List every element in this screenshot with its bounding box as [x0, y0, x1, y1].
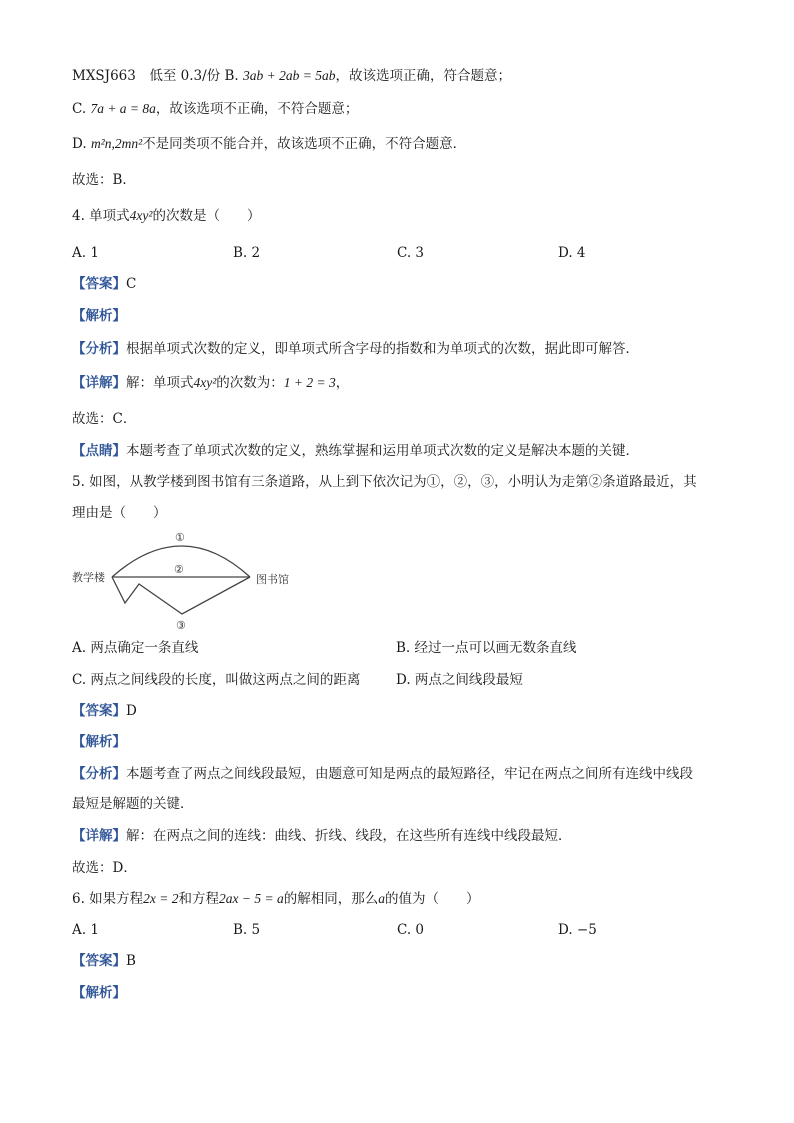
solution-line-b: MXSJ663 低至 0.3/份 B. 3ab + 2ab = 5ab，故该选项正确，符合题意； [72, 68, 511, 84]
q4-option-a: A. 1 [72, 245, 99, 261]
q6-stem: 6. 如果方程2x = 2和方程2ax − 5 = a的解相同，那么a的值为（ ） [72, 891, 480, 907]
q5-option-a: A. 两点确定一条直线 [72, 640, 199, 656]
q4-choose: 故选：C． [72, 411, 137, 427]
q4-answer: 【答案】C [72, 276, 137, 292]
label-tushuguan: 图书馆 [256, 573, 289, 586]
q4-fenxi: 【分析】根据单项式次数的定义，即单项式所含字母的指数和为单项式的次数，据此即可解答． [72, 341, 639, 357]
q5-analysis-heading: 【解析】 [72, 734, 126, 750]
q4-option-b: B. 2 [233, 245, 261, 261]
q6-option-d: D. −5 [558, 922, 597, 938]
q4-option-c: C. 3 [397, 245, 425, 261]
q5-option-b: B. 经过一点可以画无数条直线 [396, 640, 577, 656]
q4-dianjing: 【点睛】本题考查了单项式次数的定义，熟练掌握和运用单项式次数的定义是解决本题的关键． [72, 443, 639, 459]
q5-stem-line2: 理由是（ ） [72, 505, 167, 521]
mark-3: ③ [176, 619, 186, 632]
q5-option-d: D. 两点之间线段最短 [396, 672, 523, 688]
q4-stem: 4. 单项式4xy²的次数是（ ） [72, 208, 261, 224]
q6-analysis-heading: 【解析】 [72, 985, 126, 1001]
q6-answer: 【答案】B [72, 953, 136, 969]
q5-stem-line1: 5. 如图，从教学楼到图书馆有三条道路，从上到下依次记为①，②，③，小明认为走第②条道路最近，其 [72, 474, 697, 490]
q5-answer: 【答案】D [72, 703, 137, 719]
q5-road-figure [72, 525, 312, 635]
choose-b: 故选：B． [72, 172, 136, 188]
q6-option-c: C. 0 [397, 922, 425, 938]
q5-fenxi-line2: 最短是解题的关键． [72, 796, 194, 812]
solution-line-c: C. 7a + a = 8a，故该选项不正确，不符合题意； [72, 101, 359, 117]
label-jiaoxuelou: 教学楼 [72, 571, 105, 584]
q5-fenxi-line1: 【分析】本题考查了两点之间线段最短，由题意可知是两点的最短路径，牢记在两点之间所有连线中线段 [72, 766, 693, 782]
road-3-polyline [112, 577, 250, 614]
q6-option-a: A. 1 [72, 922, 99, 938]
solution-line-d: D. m²n,2mn²不是同类项不能合并，故该选项不正确，不符合题意． [72, 136, 467, 152]
q4-analysis-heading: 【解析】 [72, 308, 126, 324]
q6-option-b: B. 5 [233, 922, 261, 938]
q5-option-c: C. 两点之间线段的长度，叫做这两点之间的距离 [72, 672, 361, 688]
mark-2: ② [174, 563, 184, 576]
q4-xiangjie: 【详解】解：单项式4xy²的次数为：1 + 2 = 3， [72, 375, 350, 391]
mark-1: ① [175, 531, 185, 544]
q5-xiangjie: 【详解】解：在两点之间的连线：曲线、折线、线段，在这些所有连线中线段最短． [72, 828, 572, 844]
q4-option-d: D. 4 [558, 245, 586, 261]
q5-choose: 故选：D． [72, 860, 137, 876]
